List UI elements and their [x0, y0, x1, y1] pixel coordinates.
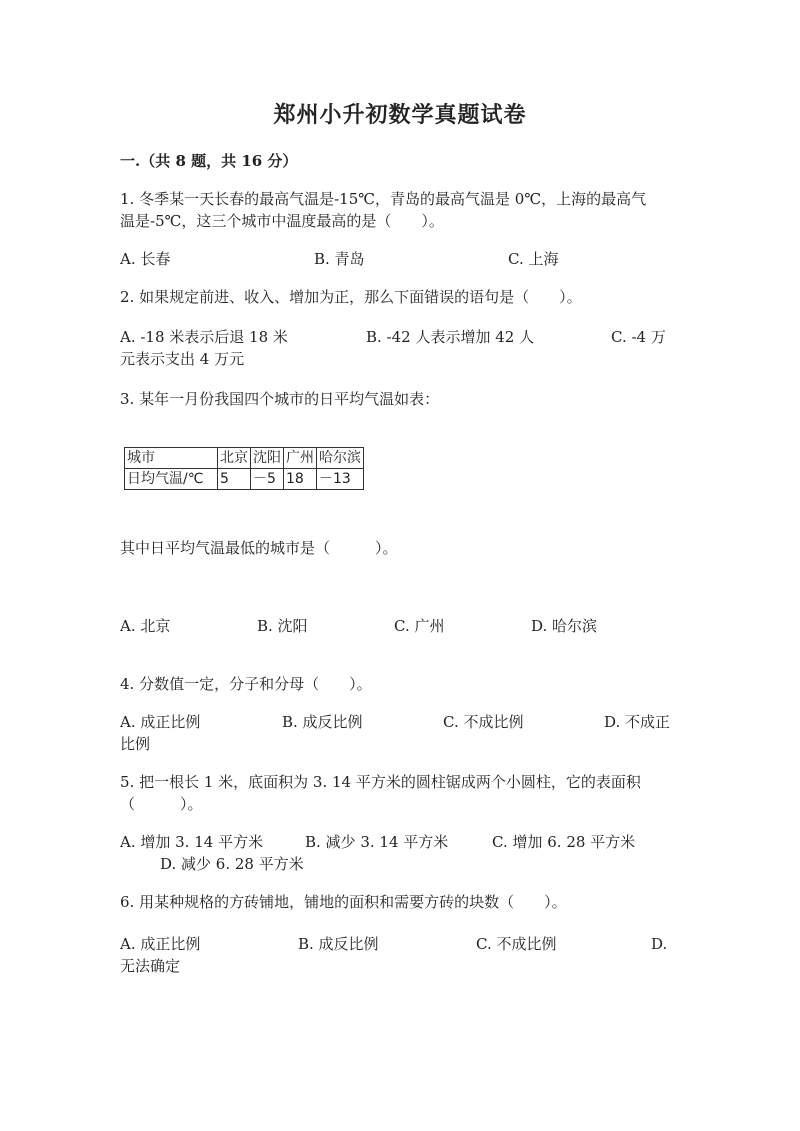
question-3-line-2: 其中日平均气温最低的城市是（ ）。 — [120, 539, 398, 557]
question-3-option-d: D. 哈尔滨 — [531, 617, 598, 635]
question-1-option-a: A. 长春 — [120, 250, 171, 268]
question-3-option-c: C. 广州 — [394, 617, 445, 635]
question-1-option-b: B. 青岛 — [314, 250, 365, 268]
question-4-option-d: D. 不成正 — [604, 713, 671, 731]
table-cell: 沈阳 — [251, 448, 284, 469]
question-2-option-c: C. -4 万 — [611, 328, 666, 346]
section-heading: 一.（共 8 题，共 16 分） — [120, 152, 298, 170]
table-cell: －5 — [251, 469, 284, 490]
table-cell: 日均气温/℃ — [125, 469, 218, 490]
question-4-option-c: C. 不成比例 — [443, 713, 524, 731]
table-cell: 北京 — [218, 448, 251, 469]
question-6-option-a: A. 成正比例 — [120, 935, 201, 953]
table-cell: 广州 — [284, 448, 317, 469]
question-4-option-b: B. 成反比例 — [282, 713, 363, 731]
table-cell: 哈尔滨 — [317, 448, 364, 469]
question-6-option-b: B. 成反比例 — [298, 935, 379, 953]
question-6-option-d: D. — [651, 935, 668, 953]
question-3-line-1: 3. 某年一月份我国四个城市的日平均气温如表： — [120, 390, 440, 408]
question-6-option-d-continued: 无法确定 — [120, 957, 181, 975]
temperature-table — [124, 447, 364, 490]
table-row — [125, 469, 364, 490]
table-cell: 18 — [284, 469, 317, 490]
question-1-line-2: 温是-5℃，这三个城市中温度最高的是（ ）。 — [120, 212, 444, 230]
question-6-line-1: 6. 用某种规格的方砖铺地，铺地的面积和需要方砖的块数（ ）。 — [120, 893, 567, 911]
question-5-option-b: B. 减少 3. 14 平方米 — [305, 833, 449, 851]
question-2-option-a: A. -18 米表示后退 18 米 — [120, 328, 288, 346]
page-title: 郑州小升初数学真题试卷 — [273, 102, 527, 128]
question-5-option-a: A. 增加 3. 14 平方米 — [120, 833, 264, 851]
question-5-option-c: C. 增加 6. 28 平方米 — [492, 833, 636, 851]
question-1-option-c: C. 上海 — [508, 250, 559, 268]
table-cell: －13 — [317, 469, 364, 490]
question-3-option-b: B. 沈阳 — [257, 617, 308, 635]
question-2-option-c-continued: 元表示支出 4 万元 — [120, 350, 245, 368]
question-5-line-1: 5. 把一根长 1 米，底面积为 3. 14 平方米的圆柱锯成两个小圆柱，它的表面积 — [120, 773, 641, 791]
question-2-line-1: 2. 如果规定前进、收入、增加为正，那么下面错误的语句是（ ）。 — [120, 288, 582, 306]
question-5-option-d: D. 减少 6. 28 平方米 — [160, 855, 304, 873]
question-3-option-a: A. 北京 — [120, 617, 171, 635]
question-2-option-b: B. -42 人表示增加 42 人 — [366, 328, 535, 346]
question-1-line-1: 1. 冬季某一天长春的最高气温是-15℃，青岛的最高气温是 0℃，上海的最高气 — [120, 190, 647, 208]
question-4-line-1: 4. 分数值一定，分子和分母（ ）。 — [120, 675, 372, 693]
question-5-line-2: （ ）。 — [120, 795, 203, 813]
question-4-option-a: A. 成正比例 — [120, 713, 201, 731]
question-4-option-d-continued: 比例 — [120, 735, 151, 753]
table-cell: 城市 — [125, 448, 218, 469]
table-header-row — [125, 448, 364, 469]
question-6-option-c: C. 不成比例 — [476, 935, 557, 953]
table-cell: 5 — [218, 469, 251, 490]
